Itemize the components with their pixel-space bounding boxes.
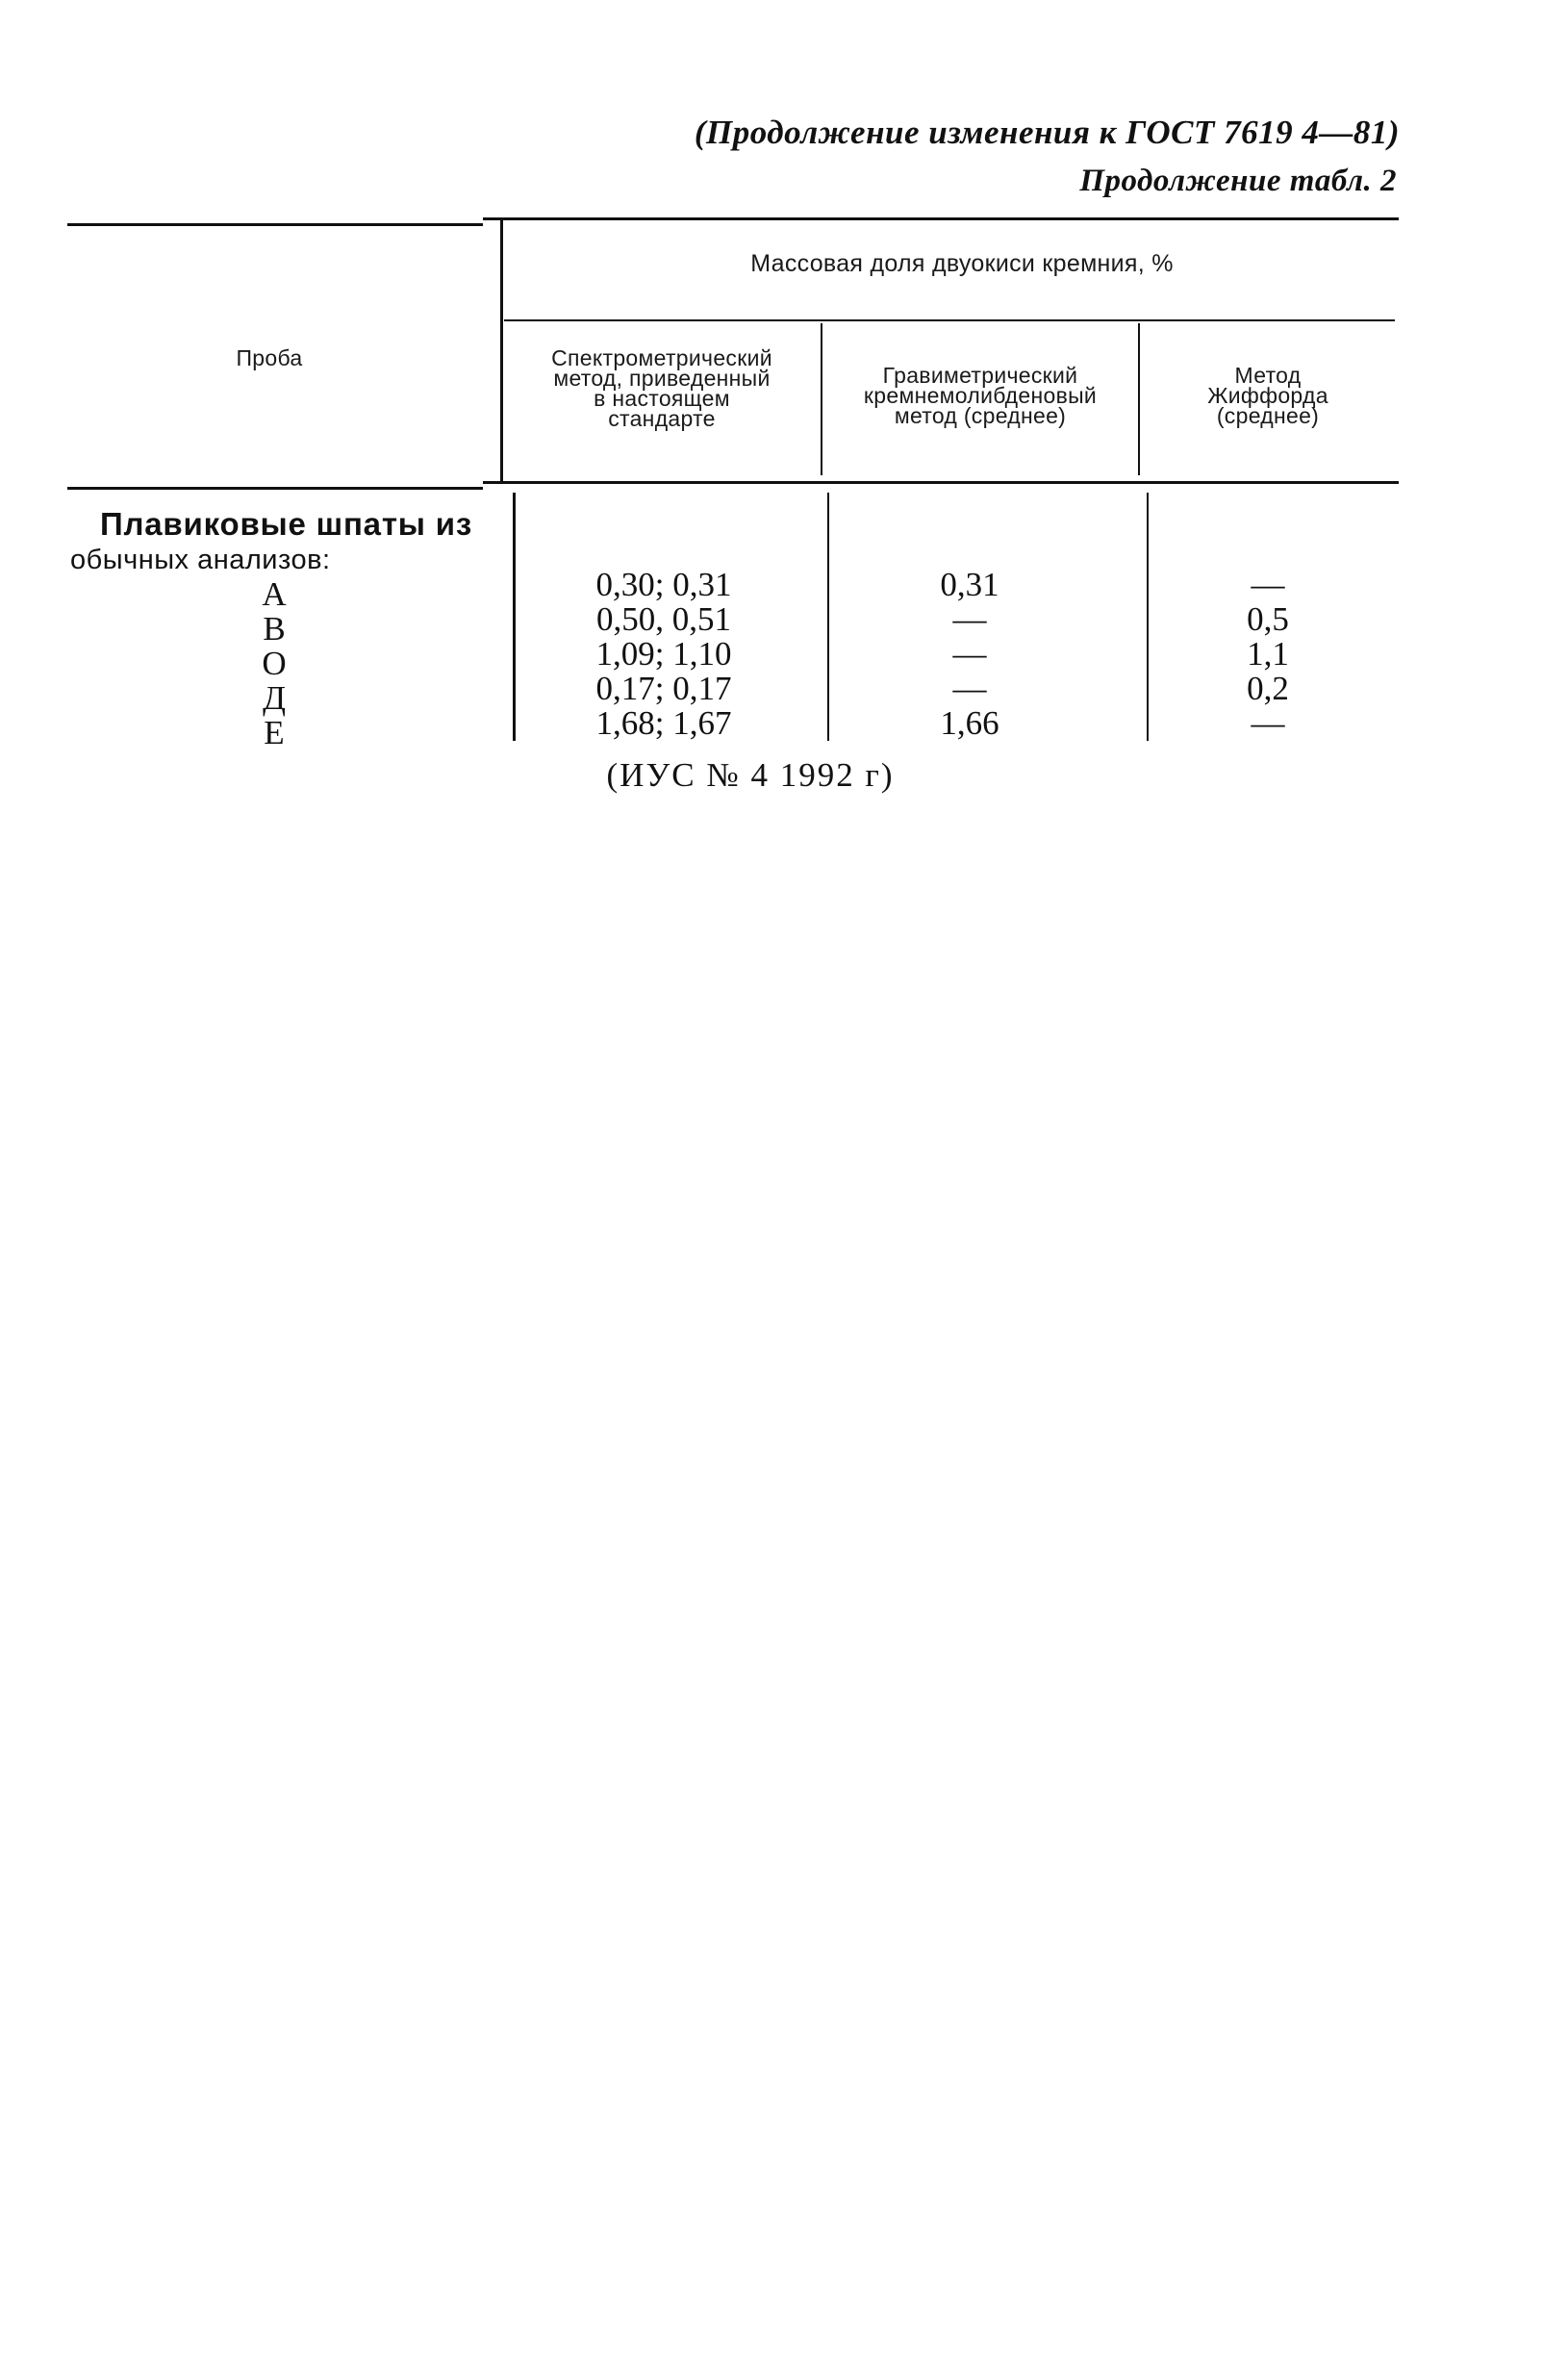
col-header-gifford xyxy=(1141,363,1395,428)
gifford-value: 1,1 xyxy=(1247,635,1289,673)
header-line: метод (среднее) xyxy=(894,403,1067,428)
gravimetric-value: — xyxy=(952,600,987,638)
gifford-value: 0,2 xyxy=(1247,670,1289,707)
gravimetric-value: — xyxy=(952,670,987,707)
col-header-gravimetric xyxy=(823,363,1137,428)
group-header-rule xyxy=(504,319,1395,321)
sample-label: О xyxy=(262,645,287,682)
table-top-rule-right xyxy=(483,217,1399,220)
header-line: Метод xyxy=(1234,363,1302,388)
header-line: метод, приведенный xyxy=(553,366,771,391)
header-line: Спектрометрический xyxy=(551,345,772,370)
spectrometric-value: 0,50, 0,51 xyxy=(596,600,731,638)
section-label-continued: обычных анализов: xyxy=(70,545,331,575)
header-line: стандарте xyxy=(608,406,716,431)
spectrometric-value: 0,30; 0,31 xyxy=(595,566,732,603)
col-divider-header-1 xyxy=(500,219,503,481)
sample-label: Д xyxy=(263,679,286,717)
gravimetric-value: — xyxy=(952,635,987,673)
group-header-silica-fraction: Массовая доля двуокиси кремния, % xyxy=(750,250,1174,277)
col-divider-header-2 xyxy=(821,323,822,475)
header-bottom-rule-right xyxy=(483,481,1399,484)
sample-label: Е xyxy=(264,714,285,751)
col-header-sample: Проба xyxy=(236,345,303,370)
col-divider-header-3 xyxy=(1138,323,1140,475)
spectrometric-value: 1,68; 1,67 xyxy=(595,704,732,742)
header-line: кремнемолибденовый xyxy=(863,383,1098,408)
gifford-value: — xyxy=(1251,704,1285,742)
header-bottom-rule-left xyxy=(67,487,483,490)
header-line: Гравиметрический xyxy=(882,363,1078,388)
gifford-value: — xyxy=(1251,566,1285,603)
col-header-spectrometric xyxy=(506,345,818,431)
spectrometric-value: 0,17; 0,17 xyxy=(595,670,732,707)
table-continuation-label: Продолжение табл. 2 xyxy=(1079,164,1397,198)
sample-label: А xyxy=(262,575,287,613)
sample-label: В xyxy=(263,610,286,648)
spectrometric-value: 1,09; 1,10 xyxy=(595,635,732,673)
publication-reference: (ИУС № 4 1992 г) xyxy=(606,756,895,794)
header-line: Жиффорда xyxy=(1207,383,1328,408)
document-running-header: (Продолжение изменения к ГОСТ 7619 4—81) xyxy=(694,114,1400,151)
gifford-value: 0,5 xyxy=(1247,600,1289,638)
header-line: в настоящем xyxy=(594,386,730,411)
gravimetric-value: 1,66 xyxy=(940,704,999,742)
gravimetric-value: 0,31 xyxy=(940,566,999,603)
header-line: (среднее) xyxy=(1216,403,1320,428)
section-label: Плавиковые шпаты из xyxy=(100,506,473,542)
table-top-rule-left xyxy=(67,223,483,226)
